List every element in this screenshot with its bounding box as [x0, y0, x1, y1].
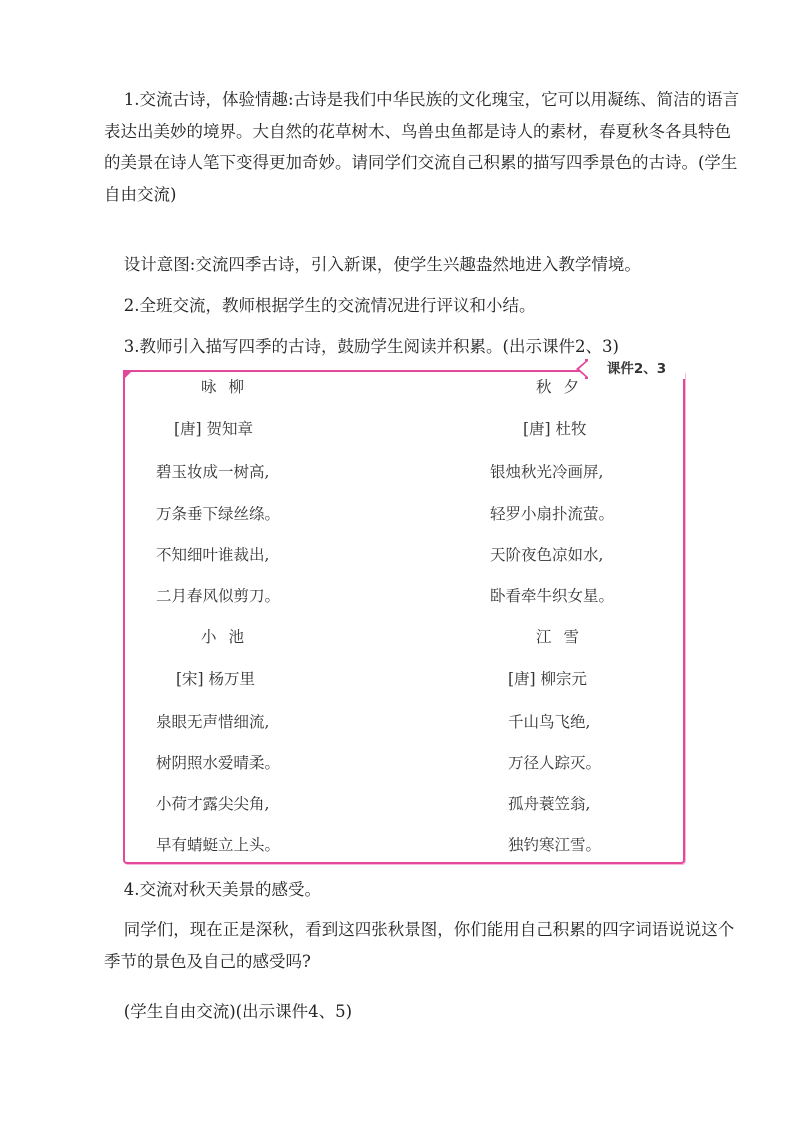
poem-line: 千山鸟飞绝,	[508, 713, 591, 731]
poem-line: 万径人踪灭。	[508, 754, 602, 772]
frame-corner-decoration	[123, 370, 133, 380]
poem-line: 小荷才露尖尖角,	[156, 795, 270, 813]
paragraph-autumn-feeling: 4.交流对秋天美景的感受。	[123, 880, 322, 899]
paragraph-question: 同学们，现在正是深秋，看到这四张秋景图，你们能用自己积累的四字词语说说这个季节的景色及自己的感受吗?	[104, 920, 735, 971]
poem-line: 二月春风似剪刀。	[156, 587, 281, 605]
poem-line: 树阴照水爱晴柔。	[156, 754, 281, 772]
courseware-tag: 课件2、3	[588, 359, 685, 379]
poem-line: 泉眼无声惜细流,	[156, 713, 270, 731]
paragraph-intro: 1.交流古诗，体验情趣:古诗是我们中华民族的文化瑰宝，它可以用凝练、简洁的语言表达出美妙的境界。大自然的花草树木、鸟兽虫鱼都是诗人的素材，春夏秋冬各具特色的美景在诗人笔下变得更加奇妙。请同学们交流自己积累的描写四季景色的古诗。(学生自由交流)	[104, 90, 740, 204]
poem-author-xiaochi: [宋] 杨万里	[176, 670, 256, 688]
poem-line: 碧玉妆成一树高,	[156, 463, 270, 481]
poem-frame	[123, 370, 685, 864]
poem-title-yongliu: 咏柳	[201, 378, 257, 396]
poem-line: 万条垂下绿丝绦。	[156, 505, 281, 523]
poem-line: 孤舟蓑笠翁,	[508, 795, 591, 813]
poem-title-xiaochi: 小池	[201, 628, 257, 646]
paragraph-class-exchange: 2.全班交流，教师根据学生的交流情况进行评议和小结。	[123, 296, 536, 315]
paragraph-free-exchange: (学生自由交流)(出示课件4、5)	[123, 1002, 353, 1021]
poem-line: 卧看牵牛织女星。	[490, 587, 615, 605]
poem-line: 早有蜻蜓立上头。	[156, 836, 281, 854]
poem-title-qiuxi: 秋夕	[536, 378, 592, 396]
poem-line: 银烛秋光冷画屏,	[490, 463, 604, 481]
poem-line: 独钓寒江雪。	[508, 836, 602, 854]
poem-line: 轻罗小扇扑流萤。	[490, 505, 615, 523]
paragraph-design-intent: 设计意图:交流四季古诗，引入新课，使学生兴趣盎然地进入教学情境。	[123, 255, 641, 274]
paragraph-teacher-intro: 3.教师引入描写四季的古诗，鼓励学生阅读并积累。(出示课件2、3)	[123, 337, 619, 356]
poem-author-jiangxue: [唐] 柳宗元	[508, 670, 588, 688]
poem-line: 不知细叶谁裁出,	[156, 546, 270, 564]
poem-author-qiuxi: [唐] 杜牧	[523, 420, 587, 438]
poem-line: 天阶夜色凉如水,	[490, 546, 604, 564]
poem-author-yongliu: [唐] 贺知章	[174, 420, 254, 438]
poem-title-jiangxue: 江雪	[536, 628, 592, 646]
